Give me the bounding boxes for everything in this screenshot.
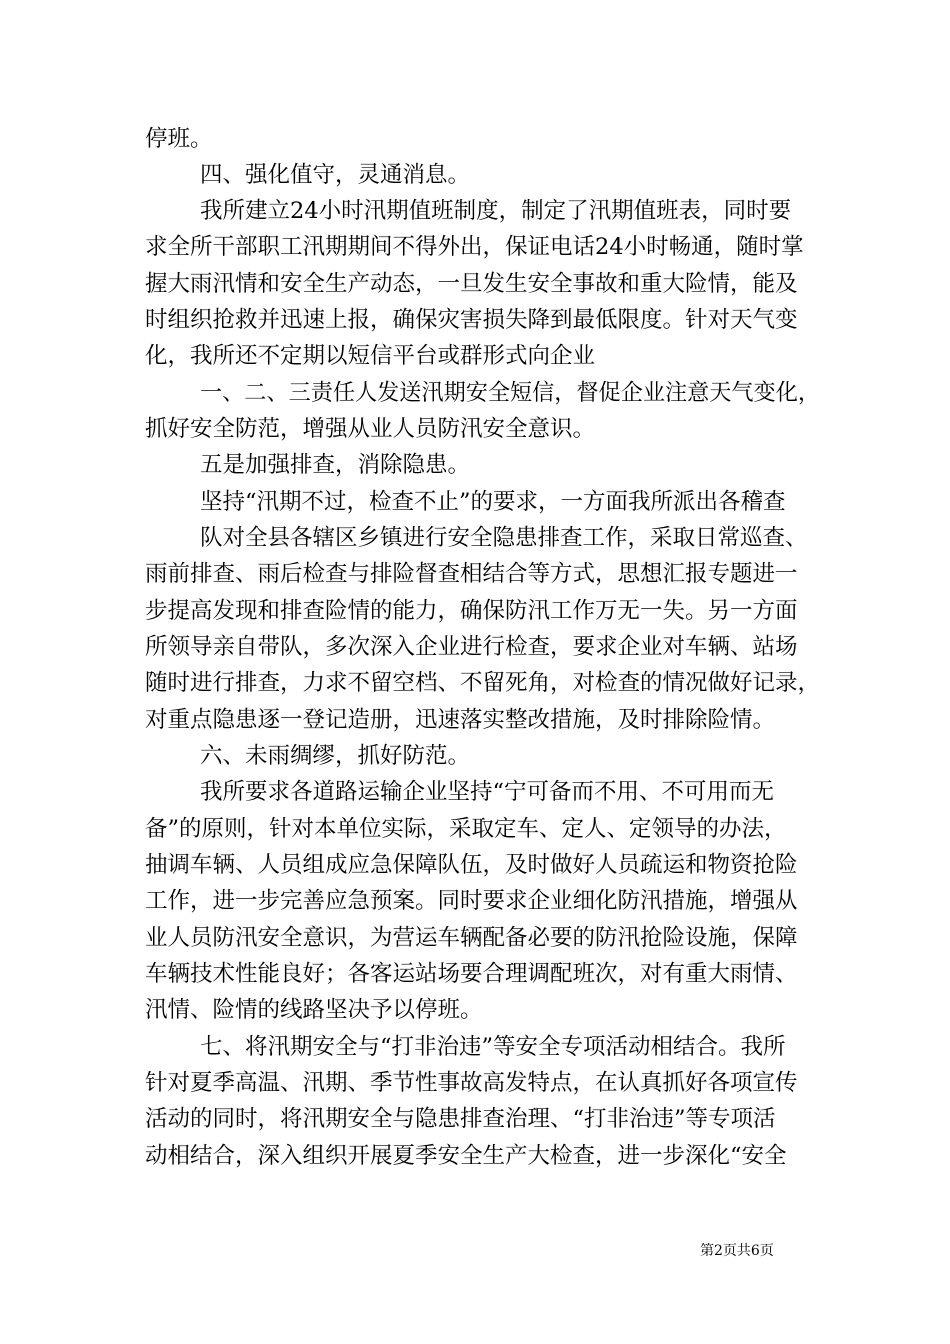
text-line: 业人员防汛安全意识，为营运车辆配备必要的防汛抢险设施，保障 [145, 925, 798, 951]
text-line: 我所要求各道路运输企业坚持“宁可备而不用、不可用而无 [200, 779, 775, 805]
text-line: 动相结合，深入组织开展夏季安全生产大检查，进一步深化“安全 [145, 1143, 787, 1169]
section-heading: 五是加强排查，消除隐患。 [200, 452, 471, 478]
text-line: 活动的同时，将汛期安全与隐患排查治理、“打非治违”等专项活 [145, 1106, 776, 1132]
text-line: 针对夏季高温、汛期、季节性事故高发特点，在认真抓好各项宣传 [145, 1070, 798, 1096]
section-heading: 六、未雨绸缪，抓好防范。 [200, 743, 471, 769]
text-line: 随时进行排查，力求不留空档、不留死角，对检查的情况做好记录， [145, 670, 821, 696]
text-line: 步提高发现和排查险情的能力，确保防汛工作万无一失。另一方面 [145, 598, 798, 624]
text-line: 备”的原则，针对本单位实际，采取定车、定人、定领导的办法， [145, 816, 787, 842]
text-line: 抽调车辆、人员组成应急保障队伍，及时做好人员疏运和物资抢险 [145, 852, 798, 878]
text-line: 化，我所还不定期以短信平台或群形式向企业 [145, 343, 596, 369]
text-line: 队对全县各辖区乡镇进行安全隐患排查工作，采取日常巡查、 [200, 525, 808, 551]
text-line: 时组织抢救并迅速上报，确保灾害损失降到最低限度。针对天气变 [145, 307, 798, 333]
text-line: 所领导亲自带队，多次深入企业进行检查，要求企业对车辆、站场 [145, 634, 798, 660]
text-line: 抓好安全防范，增强从业人员防汛安全意识。 [145, 416, 596, 442]
text-line: 一、二、三责任人发送汛期安全短信，督促企业注意天气变化， [200, 380, 820, 406]
text-line: 我所建立24小时汛期值班制度，制定了汛期值班表，同时要 [200, 198, 792, 224]
page-number: 第2页共6页 [700, 1243, 774, 1259]
text-line: 握大雨汛情和安全生产动态，一旦发生安全事故和重大险情，能及 [145, 271, 798, 297]
section-heading: 七、将汛期安全与“打非治违”等安全专项活动相结合。我所 [200, 1034, 786, 1060]
text-line: 停班。 [145, 126, 213, 152]
text-line: 汛情、险情的线路坚决予以停班。 [145, 997, 483, 1023]
text-line: 对重点隐患逐一登记造册，迅速落实整改措施，及时排除险情。 [145, 707, 776, 733]
section-heading: 四、强化值守，灵通消息。 [200, 162, 471, 188]
text-line: 工作，进一步完善应急预案。同时要求企业细化防汛措施，增强从 [145, 888, 798, 914]
text-line: 雨前排查、雨后检查与排险督查相结合等方式，思想汇报专题进一 [145, 561, 798, 587]
text-line: 求全所干部职工汛期期间不得外出，保证电话24小时畅通，随时掌 [145, 234, 804, 260]
text-line: 车辆技术性能良好；各客运站场要合理调配班次，对有重大雨情、 [145, 961, 798, 987]
page-footer [0, 1240, 950, 1262]
text-line: 坚持“汛期不过，检查不止”的要求，一方面我所派出各稽查 [200, 489, 786, 515]
